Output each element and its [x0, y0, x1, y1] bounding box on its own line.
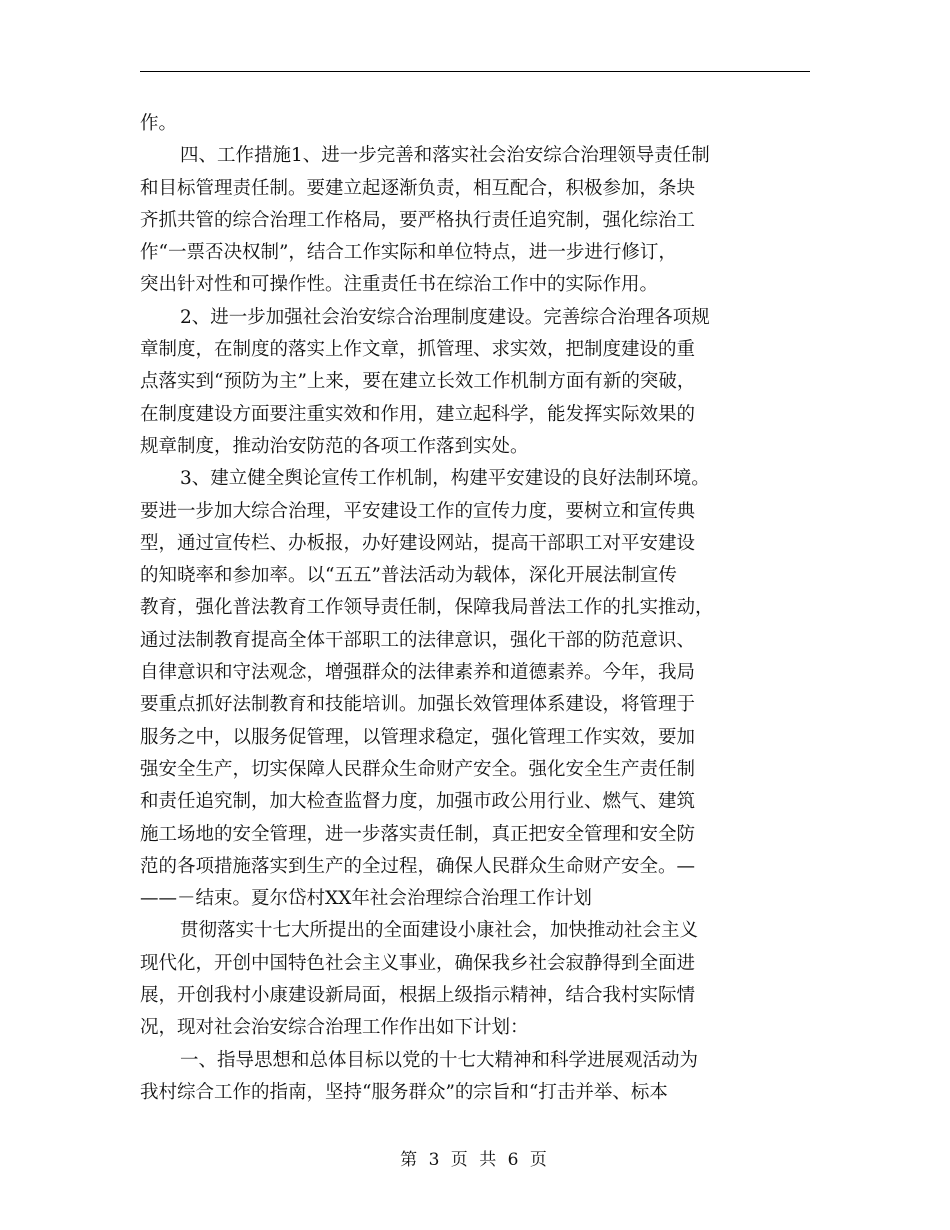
text-line: 况，现对社会治安综合治理工作作出如下计划：: [140, 1017, 529, 1039]
text-line: 规章制度，推动治安防范的各项工作落到实处。: [140, 435, 529, 457]
text-line: 强安全生产，切实保障人民群众生命财产安全。强化安全生产责任制: [140, 758, 696, 780]
text-line: 范的各项措施落实到生产的全过程，确保人民群众生命财产安全。—: [140, 855, 696, 877]
text-line: 和责任追究制，加大检查监督力度，加强市政公用行业、燃气、建筑: [140, 791, 696, 813]
text-line: 四、工作措施1、进一步完善和落实社会治安综合治理领导责任制: [180, 145, 710, 167]
text-line: 3、建立健全舆论宣传工作机制，构建平安建设的良好法制环境。: [180, 468, 710, 490]
text-line: ——－结束。夏尔岱村XX年社会治理综合治理工作计划: [140, 888, 592, 910]
text-line: 现代化，开创中国特色社会主义事业，确保我乡社会寂静得到全面进: [140, 952, 696, 974]
text-line: 点落实到“预防为主”上来，要在建立长效工作机制方面有新的突破，: [140, 371, 696, 393]
text-line: 和目标管理责任制。要建立起逐渐负责，相互配合，积极参加，条块: [140, 177, 696, 199]
text-line: 作。: [140, 113, 178, 134]
text-line: 作“一票否决权制”，结合工作实际和单位特点，进一步进行修订，: [140, 242, 677, 264]
text-line: 型，通过宣传栏、办板报，办好建设网站，提高干部职工对平安建设: [140, 532, 696, 554]
header-rule: [140, 71, 810, 72]
text-line: 展，开创我村小康建设新局面，根据上级指示精神，结合我村实际情: [140, 985, 696, 1007]
text-line: 施工场地的安全管理，进一步落实责任制，真正把安全管理和安全防: [140, 823, 696, 845]
text-line: 在制度建设方面要注重实效和作用，建立起科学，能发挥实际效果的: [140, 403, 696, 425]
text-line: 一、指导思想和总体目标以党的十七大精神和科学进展观活动为: [180, 1049, 699, 1071]
text-line: 我村综合工作的指南，坚持“服务群众”的宗旨和“打击并举、标本: [140, 1081, 668, 1103]
text-line: 服务之中，以服务促管理，以管理求稳定，强化管理工作实效，要加: [140, 726, 696, 748]
text-line: 贯彻落实十七大所提出的全面建设小康社会，加快推动社会主义: [180, 920, 699, 942]
text-line: 要进一步加大综合治理，平安建设工作的宣传力度，要树立和宣传典: [140, 500, 696, 522]
text-line: 的知晓率和参加率。以“五五”普法活动为载体，深化开展法制宣传: [140, 565, 677, 587]
text-line: 齐抓共管的综合治理工作格局，要严格执行责任追究制，强化综治工: [140, 209, 696, 231]
document-body: [140, 108, 810, 1109]
text-line: 教育，强化普法教育工作领导责任制，保障我局普法工作的扎实推动，: [140, 597, 714, 619]
text-line: 自律意识和守法观念，增强群众的法律素养和道德素养。今年，我局: [140, 662, 696, 684]
page-footer: [0, 1145, 950, 1170]
text-line: 2、进一步加强社会治安综合治理制度建设。完善综合治理各项规: [180, 306, 710, 328]
page-number-label: 第 3 页 共 6 页: [400, 1150, 550, 1170]
text-line: 章制度，在制度的落实上作文章，抓管理、求实效，把制度建设的重: [140, 339, 696, 361]
text-line: 突出针对性和可操作性。注重责任书在综治工作中的实际作用。: [140, 274, 659, 296]
text-line: 要重点抓好法制教育和技能培训。加强长效管理体系建设，将管理于: [140, 694, 696, 716]
text-line: 通过法制教育提高全体干部职工的法律意识，强化干部的防范意识、: [140, 629, 696, 651]
